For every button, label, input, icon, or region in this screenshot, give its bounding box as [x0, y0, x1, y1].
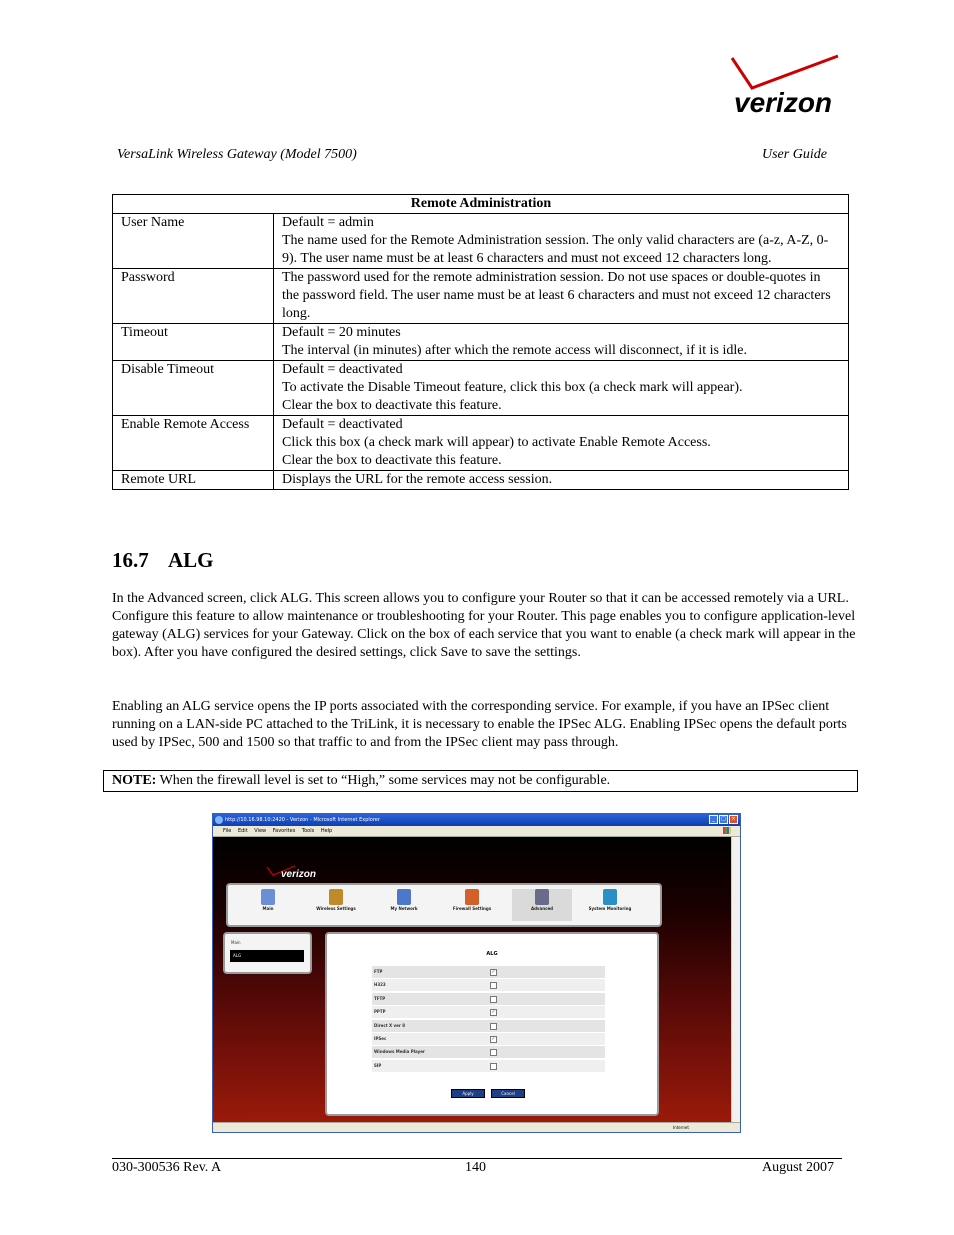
nav-item-label: Advanced: [530, 906, 554, 911]
windows-flag-icon: [723, 827, 731, 834]
table-row: [113, 214, 849, 269]
table-row: [113, 269, 849, 324]
alg-service-row: [372, 1006, 605, 1018]
alg-service-row: [372, 966, 605, 978]
alg-service-name: PPTP: [374, 1009, 386, 1015]
alg-service-name: TFTP: [374, 995, 386, 1001]
alg-service-name: H323: [374, 982, 386, 988]
alg-service-name: IPSec: [374, 1036, 387, 1041]
nav-item-main[interactable]: [238, 889, 298, 921]
browser-menubar: [213, 826, 740, 837]
alg-service-row: [372, 1060, 605, 1072]
verizon-small-logo: [265, 865, 335, 879]
nav-item-system-monitoring[interactable]: [580, 889, 640, 921]
field-description: [274, 324, 849, 361]
side-nav-alg[interactable]: ALG: [230, 950, 304, 962]
firewall-icon: [465, 889, 479, 905]
alg-screenshot: [212, 813, 741, 1133]
table-row: [113, 324, 849, 361]
close-icon[interactable]: ×: [729, 815, 738, 824]
status-zone: Internet: [673, 1125, 689, 1130]
alg-service-checkbox[interactable]: [490, 1023, 497, 1030]
field-name: Disable Timeout: [113, 361, 274, 416]
section-title: ALG: [168, 548, 214, 572]
advanced-icon: [535, 889, 549, 905]
section-number: 16.7: [112, 548, 149, 572]
nav-item-label: Wireless Settings: [316, 906, 356, 911]
table-row: [113, 471, 849, 490]
doc-type: User Guide: [762, 147, 827, 162]
description-line: Click this box (a check mark will appear) to activate Enable Remote Access.: [282, 435, 711, 450]
note-label: NOTE:: [112, 773, 157, 788]
field-name: Enable Remote Access: [113, 416, 274, 471]
product-title: VersaLink Wireless Gateway (Model 7500): [117, 147, 357, 162]
alg-service-name: FTP: [374, 969, 383, 974]
verizon-logo-text: verizon: [734, 87, 833, 118]
table-row: [113, 416, 849, 471]
side-nav: [223, 932, 312, 974]
field-description: [274, 471, 849, 490]
alg-panel-title: ALG: [486, 951, 498, 957]
field-name: Remote URL: [113, 471, 274, 490]
description-line: To activate the Disable Timeout feature, click this box (a check mark will appear).: [282, 380, 743, 395]
description-line: Default = deactivated: [282, 362, 403, 377]
alg-service-checkbox[interactable]: [490, 1049, 497, 1056]
paragraph-intro: In the Advanced screen, click ALG. This screen allows you to configure your Router so that it can be accessed remotely via a URL. Configure this feature to allow maintenance or troubleshooting for your Router. This page enables you to configure application-level gateway (ALG) services for your Gateway. Click on the box of each service that you want to enable (a check mark will appear in the box). After you have configured the desired settings, click Save to save the settings.: [112, 591, 856, 660]
field-description: [274, 269, 849, 324]
nav-item-label: System Monitoring: [588, 906, 632, 911]
alg-service-row: [372, 1020, 605, 1032]
doc-date: August 2007: [762, 1160, 834, 1175]
menu-tools[interactable]: Tools: [301, 828, 315, 834]
alg-service-name: SIP: [374, 1062, 382, 1068]
alg-service-row: [372, 1046, 605, 1058]
field-description: [274, 361, 849, 416]
description-line: Displays the URL for the remote access session.: [282, 472, 553, 487]
side-nav-main[interactable]: Main: [231, 940, 241, 945]
verizon-logo: [726, 52, 844, 122]
alg-service-name: Direct X ver 8: [374, 1022, 405, 1028]
browser-statusbar: [213, 1122, 740, 1132]
nav-item-label: My Network: [390, 906, 418, 911]
description-line: Clear the box to deactivate this feature.: [282, 398, 502, 413]
menu-view[interactable]: View: [254, 828, 267, 834]
scrollbar[interactable]: [731, 837, 740, 1123]
nav-item-firewall-settings[interactable]: [442, 889, 502, 921]
table-title: Remote Administration: [113, 195, 849, 214]
field-name: User Name: [113, 214, 274, 269]
paragraph-alg-ports: Enabling an ALG service opens the IP ports associated with the corresponding service. For example, if you have an IPSec client running on a LAN-side PC attached to the TriLink, it is necessary to enable the IPSec ALG. Enabling IPSec opens the default ports used by IPSec, 500 and 1500 so that traffic to and from the IPSec client may pass through.: [112, 699, 847, 750]
nav-item-label: Firewall Settings: [452, 906, 492, 911]
page-number: 140: [465, 1160, 486, 1175]
alg-panel: [325, 932, 659, 1116]
ie-icon: [215, 816, 223, 824]
alg-service-checkbox[interactable]: ✓: [491, 969, 496, 975]
note-text: When the firewall level is set to “High,” some services may not be configurable.: [156, 773, 611, 788]
description-line: Default = admin: [282, 215, 374, 230]
nav-item-advanced[interactable]: [512, 889, 572, 921]
description-line: The name used for the Remote Administration session. The only valid characters are (a-z, A-Z, 0-9). The user name must be at least 6 characters and must not exceed 12 characters long.: [282, 233, 829, 266]
field-description: [274, 214, 849, 269]
top-nav: [226, 883, 662, 927]
monitor-icon: [603, 889, 617, 905]
field-name: Timeout: [113, 324, 274, 361]
browser-title: http://10.16.98.10:2420 - Verizon - Microsoft Internet Explorer: [225, 817, 380, 823]
field-description: [274, 416, 849, 471]
menu-favorites[interactable]: Favorites: [272, 828, 296, 834]
section-heading: [112, 548, 214, 573]
router-page: [213, 837, 731, 1123]
maximize-icon[interactable]: □: [719, 815, 728, 824]
alg-service-checkbox[interactable]: ✓: [491, 1009, 496, 1016]
description-line: Clear the box to deactivate this feature.: [282, 453, 502, 468]
description-line: Default = deactivated: [282, 417, 403, 432]
alg-service-row: [372, 979, 605, 991]
apply-button[interactable]: Apply: [451, 1089, 485, 1098]
doc-number: 030-300536 Rev. A: [112, 1160, 222, 1175]
alg-service-name: Windows Media Player: [374, 1049, 425, 1055]
nav-item-label: Main: [262, 906, 274, 911]
alg-service-checkbox[interactable]: ✓: [491, 1036, 496, 1042]
cancel-button[interactable]: Cancel: [491, 1089, 525, 1098]
menu-help[interactable]: Help: [320, 828, 333, 834]
window-controls: [709, 815, 738, 824]
main-icon: [261, 889, 275, 905]
description-line: The password used for the remote administration session. Do not use spaces or double-quotes in the password field. The user name must be at least 6 characters and must not exceed 12 characters long.: [282, 270, 831, 321]
alg-service-checkbox[interactable]: [490, 982, 497, 989]
alg-service-checkbox[interactable]: [490, 996, 497, 1003]
menu-file[interactable]: File: [223, 828, 232, 834]
alg-service-row: [372, 1033, 605, 1045]
description-line: Default = 20 minutes: [282, 325, 401, 340]
note-box: [103, 770, 858, 792]
network-icon: [397, 889, 411, 905]
nav-item-my-network[interactable]: [374, 889, 434, 921]
footer-rule: [112, 1158, 842, 1159]
browser-titlebar: [213, 814, 740, 826]
description-line: The interval (in minutes) after which the remote access will disconnect, if it is idle.: [282, 343, 747, 358]
table-row: [113, 361, 849, 416]
wireless-icon: [329, 889, 343, 905]
nav-item-wireless-settings[interactable]: [306, 889, 366, 921]
field-name: Password: [113, 269, 274, 324]
verizon-small-logo-text: verizon: [281, 869, 317, 879]
alg-service-checkbox[interactable]: [490, 1063, 497, 1070]
menu-edit[interactable]: Edit: [237, 828, 248, 834]
alg-service-row: [372, 993, 605, 1005]
minimize-icon[interactable]: _: [709, 815, 718, 824]
remote-admin-table: [112, 194, 849, 490]
